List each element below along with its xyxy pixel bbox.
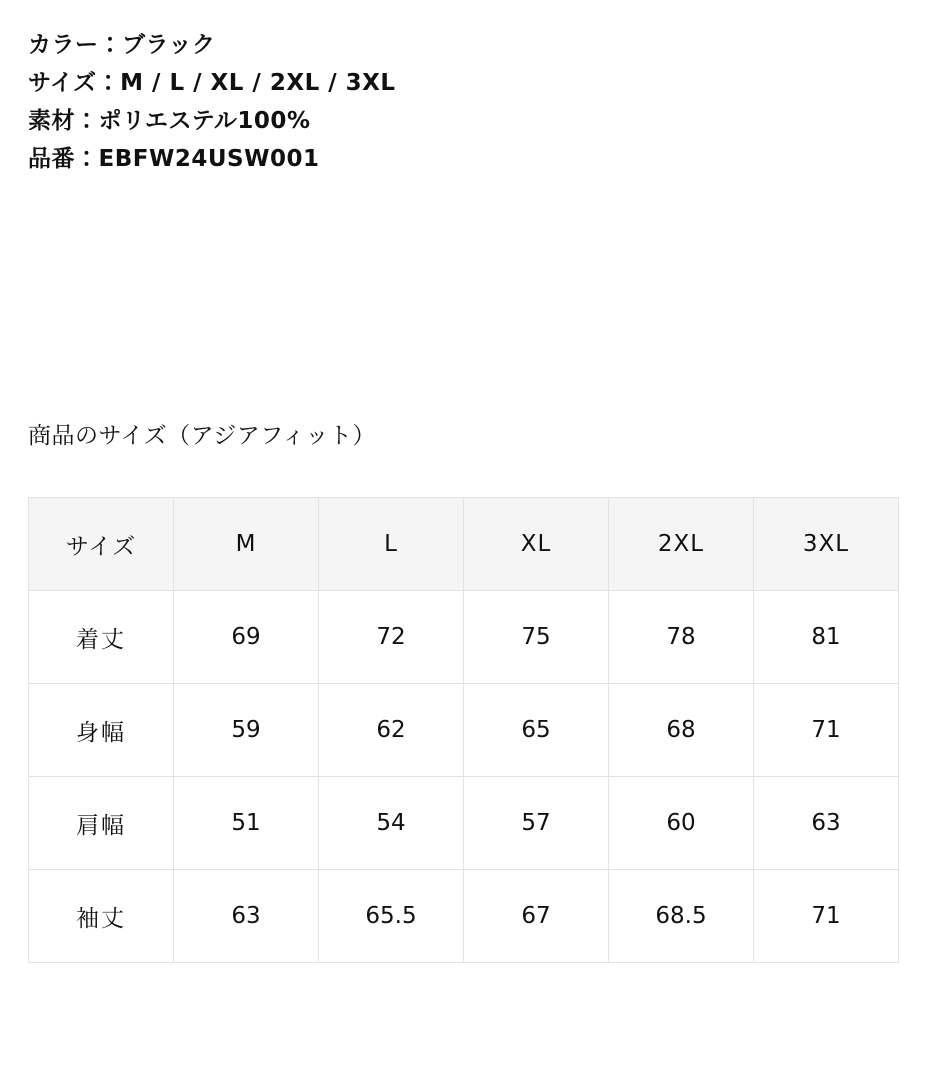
cell-chest-width-m: 59 (174, 684, 319, 777)
row-label-length: 着丈 (29, 591, 174, 684)
cell-sleeve-length-xl: 67 (464, 870, 609, 963)
table-header-cell-3xl: 3XL (754, 498, 899, 591)
size-table-head (29, 498, 899, 591)
cell-sleeve-length-m: 63 (174, 870, 319, 963)
cell-sleeve-length-3xl: 71 (754, 870, 899, 963)
table-header-cell-m: M (174, 498, 319, 591)
size-table (28, 497, 899, 963)
cell-shoulder-width-3xl: 63 (754, 777, 899, 870)
row-label-chest-width: 身幅 (29, 684, 174, 777)
table-row (29, 777, 899, 870)
cell-length-2xl: 78 (609, 591, 754, 684)
table-row (29, 684, 899, 777)
size-table-body (29, 591, 899, 963)
cell-shoulder-width-2xl: 60 (609, 777, 754, 870)
cell-length-xl: 75 (464, 591, 609, 684)
cell-length-m: 69 (174, 591, 319, 684)
cell-sleeve-length-2xl: 68.5 (609, 870, 754, 963)
cell-shoulder-width-l: 54 (319, 777, 464, 870)
size-table-container (28, 497, 898, 963)
cell-shoulder-width-xl: 57 (464, 777, 609, 870)
spec-line-size: サイズ：M / L / XL / 2XL / 3XL (28, 70, 396, 96)
row-label-sleeve-length: 袖丈 (29, 870, 174, 963)
spec-line-material: 素材：ポリエステル100% (28, 108, 311, 134)
table-header-cell-size: サイズ (29, 498, 174, 591)
cell-chest-width-2xl: 68 (609, 684, 754, 777)
table-header-cell-xl: XL (464, 498, 609, 591)
cell-sleeve-length-l: 65.5 (319, 870, 464, 963)
cell-chest-width-3xl: 71 (754, 684, 899, 777)
size-section-heading: 商品のサイズ（アジアフィット） (28, 423, 376, 449)
spec-line-model-number: 品番：EBFW24USW001 (28, 146, 320, 172)
cell-chest-width-xl: 65 (464, 684, 609, 777)
cell-length-l: 72 (319, 591, 464, 684)
table-header-cell-2xl: 2XL (609, 498, 754, 591)
product-spec-block (28, 0, 898, 178)
row-label-shoulder-width: 肩幅 (29, 777, 174, 870)
cell-length-3xl: 81 (754, 591, 899, 684)
cell-chest-width-l: 62 (319, 684, 464, 777)
spec-line-color: カラー：ブラック (28, 32, 216, 58)
table-header-row (29, 498, 899, 591)
cell-shoulder-width-m: 51 (174, 777, 319, 870)
table-row (29, 870, 899, 963)
table-row (29, 591, 899, 684)
table-header-cell-l: L (319, 498, 464, 591)
